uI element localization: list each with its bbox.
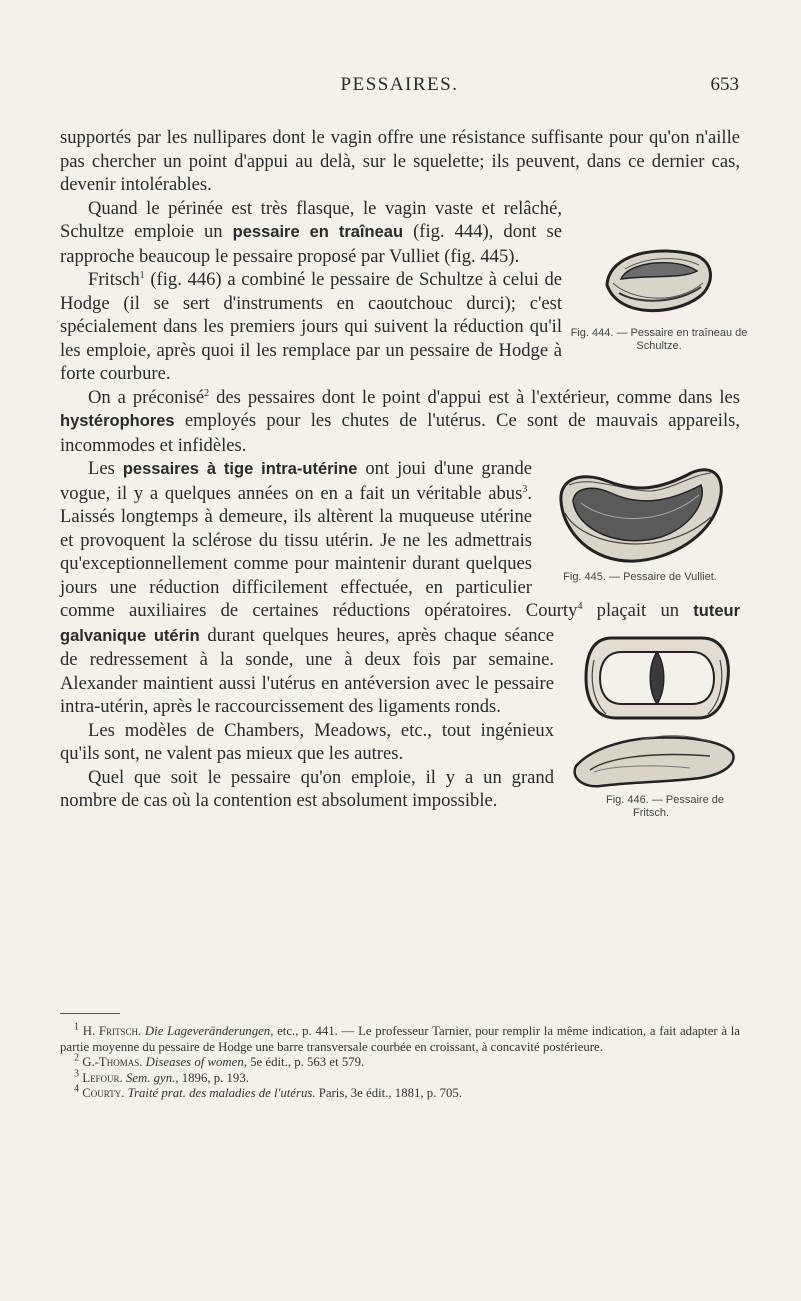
paragraph-4-text-mid: des pessaires dont le point d'appui est à l'extérieur, comme dans les bbox=[209, 386, 740, 408]
footnotes bbox=[60, 1021, 740, 1102]
footnote-2 bbox=[60, 1052, 740, 1071]
paragraph-4 bbox=[60, 386, 740, 458]
footnote-2-number: 2 bbox=[74, 1052, 79, 1064]
footnote-3-title: Sem. gyn. bbox=[125, 1070, 176, 1085]
footnote-3 bbox=[60, 1068, 740, 1087]
footnote-2-text: , 5e édit., p. 563 et 579. bbox=[243, 1055, 365, 1070]
paragraph-2-text: Quand le périnée est très flasque, le vagin vaste et relâché, Schultze emploie un bbox=[60, 197, 562, 242]
fritsch-pessary-side-illustration bbox=[570, 726, 740, 794]
figure-444 bbox=[570, 235, 748, 353]
paragraph-5-text-4: plaçait un bbox=[582, 600, 694, 621]
footnote-2-author: G.-Thomas. bbox=[82, 1055, 143, 1070]
footnote-1-text: , etc., p. 441. — Le professeur Tarnier, pour remplir la même indication, a fait adapter à la partie moyenne du pessaire de Hodge une barre transversale courbée en croissant, à concavité postérieure. bbox=[60, 1024, 740, 1054]
paragraph-4-text-end: employés pour les chutes de l'utérus. Ce sont de mauvais appareils, incommodes et infidèles. bbox=[60, 410, 740, 456]
paragraph-1: supportés par les nullipares dont le vagin offre une résistance suffisante pour qu'on n'aille pas chercher un point d'appui au delà, sur le squelette; ils peuvent, dans ce dernier cas, devenir intolérables. bbox=[60, 127, 740, 195]
paragraph-3-text: Fritsch bbox=[88, 269, 140, 290]
paragraph-3-text-end: (fig. 446) a combiné le pessaire de Schultze à celui de Hodge (il se sert d'instruments en caoutchouc durci); c'est spécialement dans les premiers jours qui suivent la réduction qu'il les emploie, après quoi il les remplace par un pessaire de Hodge à forte courbure. bbox=[60, 269, 562, 384]
figure-446 bbox=[562, 630, 740, 820]
vulliet-pessary-illustration bbox=[551, 461, 729, 571]
footnote-2-title: Diseases of women bbox=[145, 1055, 244, 1070]
footnote-ref-2: 2 bbox=[204, 387, 210, 399]
footnote-4-text: Paris, 3e édit., 1881, p. 705. bbox=[315, 1086, 462, 1101]
footnote-3-author: Lefour. bbox=[82, 1070, 123, 1085]
footnote-4-title: Traité prat. des maladies de l'utérus. bbox=[127, 1086, 316, 1101]
page-header bbox=[60, 74, 739, 100]
paragraph-6: Les modèles de Chambers, Meadows, etc., tout ingénieux qu'ils sont, ne valent pas mieux que les autres. bbox=[60, 719, 554, 764]
paragraph-7: Quel que soit le pessaire qu'on emploie, il y a un grand nombre de cas où la contention est absolument impossible. bbox=[60, 766, 554, 811]
figure-444-caption: Fig. 444. — Pessaire en traîneau de Schultze. bbox=[570, 326, 748, 352]
footnote-3-number: 3 bbox=[74, 1068, 79, 1080]
footnote-4 bbox=[60, 1086, 740, 1102]
figure-445-caption: Fig. 445. — Pessaire de Vulliet. bbox=[563, 571, 717, 583]
term-hysterophores: hystérophores bbox=[60, 412, 175, 430]
footnote-1-author: H. Fritsch. bbox=[82, 1024, 142, 1038]
footnote-ref-3: 3 bbox=[522, 483, 528, 495]
paragraph-5-text-end: durant quelques heures, après chaque séance de redressement à la sonde, une à deux fois par semaine. Alexander maintient aussi l'utérus en antéversion avec le pessaire intra-utérin, après le raccourcissement des ligaments ronds. bbox=[60, 624, 554, 717]
paragraph-4-text: On a préconisé bbox=[88, 386, 205, 408]
footnote-ref-4: 4 bbox=[577, 600, 583, 612]
footnote-1-title: Die Lageveränderungen bbox=[144, 1024, 271, 1038]
footnote-1-number: 1 bbox=[74, 1021, 79, 1033]
figure-446-caption: Fig. 446. — Pessaire de Fritsch. bbox=[605, 793, 724, 819]
sledge-pessary-illustration bbox=[599, 235, 719, 327]
paragraph-2-text-end: (fig. 444), dont se rapproche beaucoup le pessaire proposé par Vulliet (fig. 445). bbox=[60, 221, 562, 267]
footnote-4-number: 4 bbox=[74, 1084, 79, 1096]
footnote-4-author: Courty. bbox=[82, 1086, 125, 1101]
term-intrauterine-stem-pessaries: pessaires à tige intra-utérine bbox=[122, 460, 358, 478]
paragraph-5-text: Les bbox=[88, 458, 123, 479]
body-text bbox=[60, 126, 748, 820]
footnote-rule bbox=[60, 1013, 120, 1014]
footnote-3-text: , 1896, p. 193. bbox=[175, 1070, 249, 1085]
page-number: 653 bbox=[710, 74, 739, 95]
running-head: PESSAIRES. bbox=[340, 74, 459, 95]
footnote-1 bbox=[60, 1021, 740, 1055]
paragraph-5-text-2: ont joui d'une grande vogue, il y a quelques années on en a fait un véritable abus bbox=[60, 458, 532, 504]
term-galvanic-uterine-tutor: tuteur galvanique utérin bbox=[60, 602, 740, 645]
term-sledge-pessary: pessaire en traîneau bbox=[232, 223, 404, 241]
figure-445 bbox=[540, 461, 740, 584]
paragraph-5-text-3: . Laissés longtemps à demeure, ils altèrent la muqueuse utérine et provoquent la sclérose du tissu utérin. Je ne les admettrais qu'exceptionnellement comme pour maintenir durant quelques jours une réduction difficilement effectuée, en particulier comme auxiliaires de certaines réductions opératoires. Courty bbox=[60, 482, 578, 621]
fritsch-pessary-front-illustration bbox=[582, 630, 732, 726]
footnote-ref-1: 1 bbox=[139, 269, 145, 281]
